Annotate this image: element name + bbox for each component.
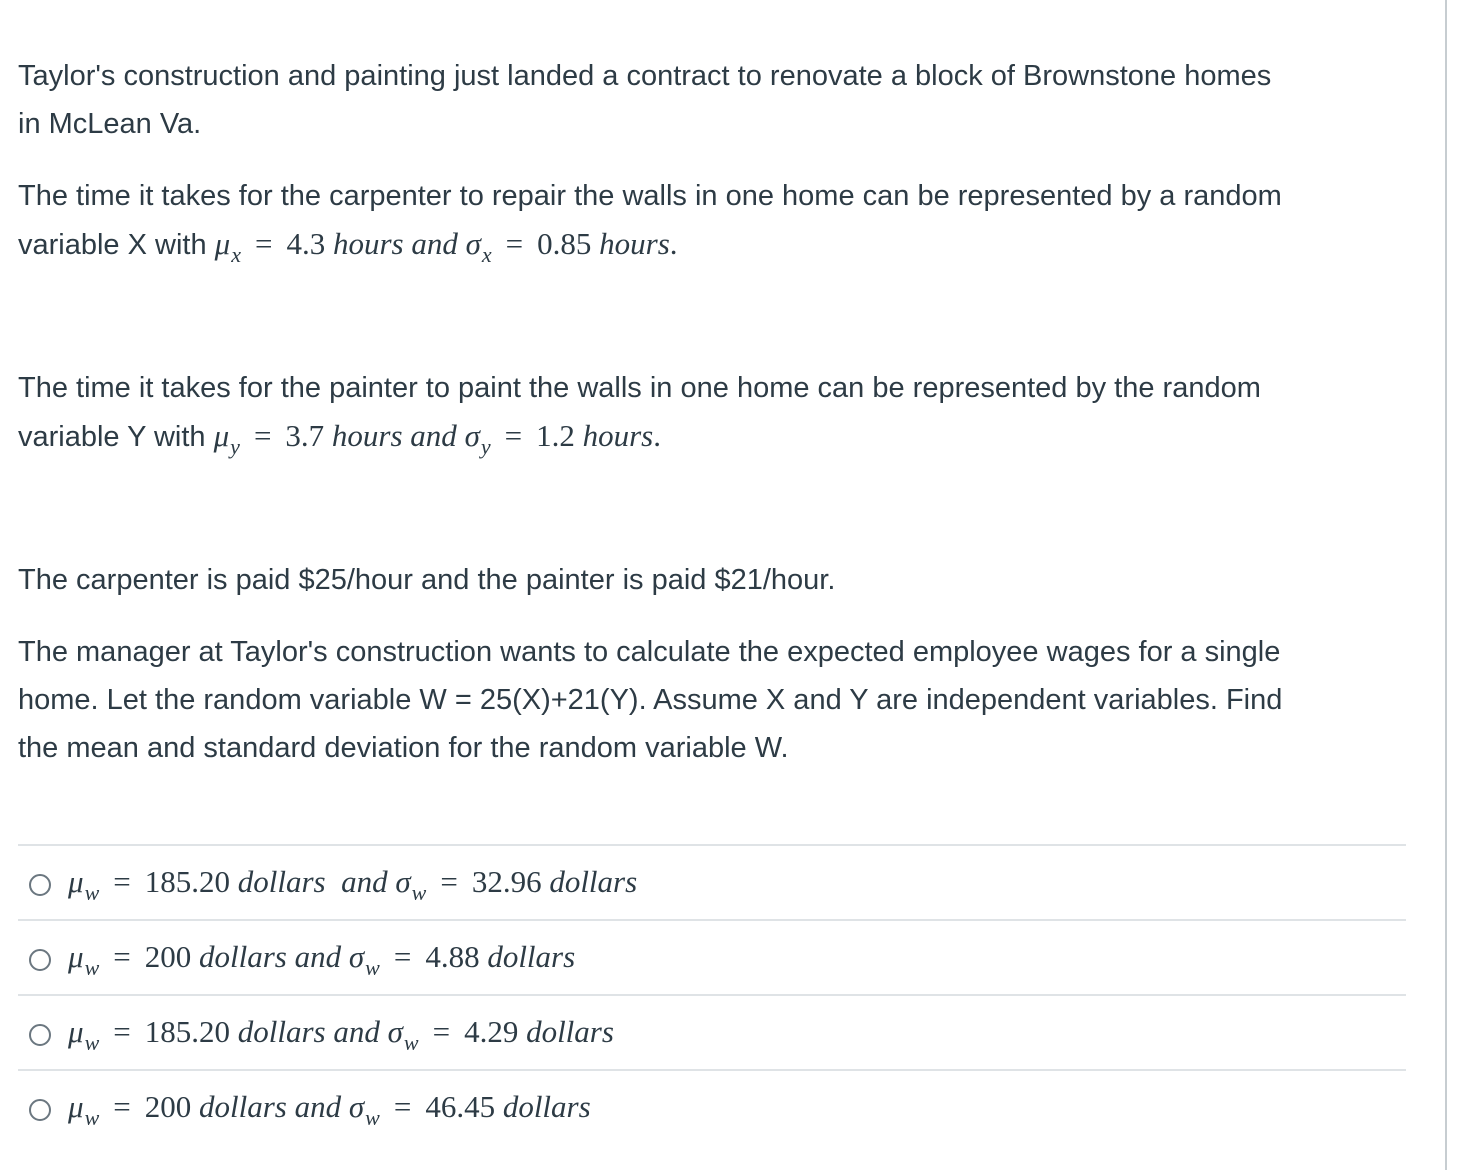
mu-x-symbol: μ xyxy=(214,226,231,261)
answer-3-and: dollars and xyxy=(237,1014,380,1049)
answer-2-sigma-symbol: σ xyxy=(348,939,365,974)
answer-4-end: dollars xyxy=(502,1089,591,1124)
answer-label-1[interactable]: $\mu_w = 185.20$ dollars and $\sigma_w = 32.96$ dollars xyxy=(68,864,638,905)
mu-x-subscript: x xyxy=(231,242,241,267)
answer-3-end: dollars xyxy=(526,1014,614,1049)
answer-options xyxy=(18,844,1406,1144)
radio-button-1[interactable] xyxy=(29,874,51,896)
answer-1-sigma-value: 32.96 xyxy=(471,864,542,899)
radio-button-4[interactable] xyxy=(29,1099,51,1121)
mu-y-subscript: y xyxy=(230,434,240,459)
radio-button-2[interactable] xyxy=(29,949,51,971)
answer-4-sigma-subscript: w xyxy=(365,1105,380,1130)
painter-line-1: The time it takes for the painter to paint the walls in one home can be represented by the random xyxy=(18,372,1261,404)
sigma-x-subscript: x xyxy=(481,242,492,267)
answer-4-sigma-value: 46.45 xyxy=(425,1089,496,1124)
task-line-3: the mean and standard deviation for the random variable W. xyxy=(18,732,789,764)
wages-paragraph xyxy=(18,556,1418,604)
answer-4-and: dollars and xyxy=(198,1089,342,1124)
mu-x-value: 4.3 xyxy=(286,226,326,261)
answer-label-3[interactable]: $\mu_w = 185.20$ dollars and $\sigma_w = 4.29$ dollars xyxy=(68,1014,614,1055)
sigma-x-value: 0.85 xyxy=(537,226,592,261)
answer-3-mu-subscript: w xyxy=(84,1030,100,1055)
answer-option-2[interactable] xyxy=(18,919,1406,994)
painter-paragraph xyxy=(18,364,1418,463)
answer-2-sigma-value: 4.88 xyxy=(425,939,480,974)
painter-formula: $\mu_y = 3.7$ hours and $\sigma_y = 1.2$ hours. xyxy=(213,418,661,459)
answer-4-mu-symbol: μ xyxy=(68,1089,84,1124)
answer-option-4[interactable] xyxy=(18,1069,1406,1144)
carpenter-hours-end: hours xyxy=(599,226,670,261)
mu-y-value: 3.7 xyxy=(285,418,325,453)
task-line-1: The manager at Taylor's construction wants to calculate the expected employee wages for a single xyxy=(18,636,1281,668)
painter-hours-and: hours and xyxy=(331,418,457,453)
answer-4-sigma-symbol: σ xyxy=(348,1089,365,1124)
answer-1-mu-symbol: μ xyxy=(68,864,84,899)
carpenter-line-2 xyxy=(18,220,1418,271)
answer-1-sigma-symbol: σ xyxy=(395,864,411,899)
answer-1-sigma-subscript: w xyxy=(411,880,427,905)
intro-line-2: in McLean Va. xyxy=(18,108,202,140)
answer-option-3[interactable] xyxy=(18,994,1406,1069)
sigma-x-symbol: σ xyxy=(465,226,481,261)
sigma-y-subscript: y xyxy=(480,434,491,459)
carpenter-paragraph xyxy=(18,172,1418,271)
answer-3-sigma-subscript: w xyxy=(403,1030,419,1055)
answer-3-sigma-symbol: σ xyxy=(387,1014,403,1049)
sigma-y-value: 1.2 xyxy=(536,418,575,453)
answer-3-mu-symbol: μ xyxy=(68,1014,84,1049)
sigma-y-symbol: σ xyxy=(464,418,480,453)
answer-1-and: dollars and xyxy=(237,864,388,899)
answer-1-end: dollars xyxy=(549,864,638,899)
carpenter-hours-and: hours and xyxy=(332,226,458,261)
answer-2-and: dollars and xyxy=(198,939,342,974)
intro-line-1: Taylor's construction and painting just landed a contract to renovate a block of Brownstone homes xyxy=(18,60,1272,92)
answer-2-sigma-subscript: w xyxy=(365,955,380,980)
painter-hours-end: hours xyxy=(582,418,654,453)
painter-prefix: variable Y with xyxy=(18,421,206,453)
painter-line-2 xyxy=(18,412,1418,463)
carpenter-formula: $\mu_x = 4.3$ hours and $\sigma_x = 0.85$ hours. xyxy=(214,226,678,267)
mu-y-symbol: μ xyxy=(213,418,230,453)
answer-1-mu-value: 185.20 xyxy=(144,864,230,899)
carpenter-prefix: variable X with xyxy=(18,229,207,261)
answer-2-mu-symbol: μ xyxy=(68,939,84,974)
answer-4-mu-subscript: w xyxy=(84,1105,100,1130)
intro-paragraph xyxy=(18,52,1418,148)
answer-3-sigma-value: 4.29 xyxy=(464,1014,519,1049)
task-paragraph xyxy=(18,628,1418,772)
wages-line: The carpenter is paid $25/hour and the painter is paid $21/hour. xyxy=(18,564,836,596)
answer-4-mu-value: 200 xyxy=(144,1089,192,1124)
answer-2-mu-subscript: w xyxy=(84,955,100,980)
answer-2-mu-value: 200 xyxy=(144,939,192,974)
task-line-2: home. Let the random variable W = 25(X)+21(Y). Assume X and Y are independent variables. Find xyxy=(18,684,1283,716)
answer-option-1[interactable] xyxy=(18,844,1406,919)
answer-2-end: dollars xyxy=(487,939,576,974)
radio-button-3[interactable] xyxy=(29,1024,51,1046)
answer-label-4[interactable]: $\mu_w = 200$ dollars and $\sigma_w = 46.45$ dollars xyxy=(68,1089,591,1130)
content-right-border xyxy=(1445,0,1447,1170)
answer-label-2[interactable]: $\mu_w = 200$ dollars and $\sigma_w = 4.88$ dollars xyxy=(68,939,576,980)
carpenter-line-1: The time it takes for the carpenter to repair the walls in one home can be represented by a random xyxy=(18,180,1282,212)
answer-1-mu-subscript: w xyxy=(84,880,100,905)
answer-3-mu-value: 185.20 xyxy=(144,1014,230,1049)
